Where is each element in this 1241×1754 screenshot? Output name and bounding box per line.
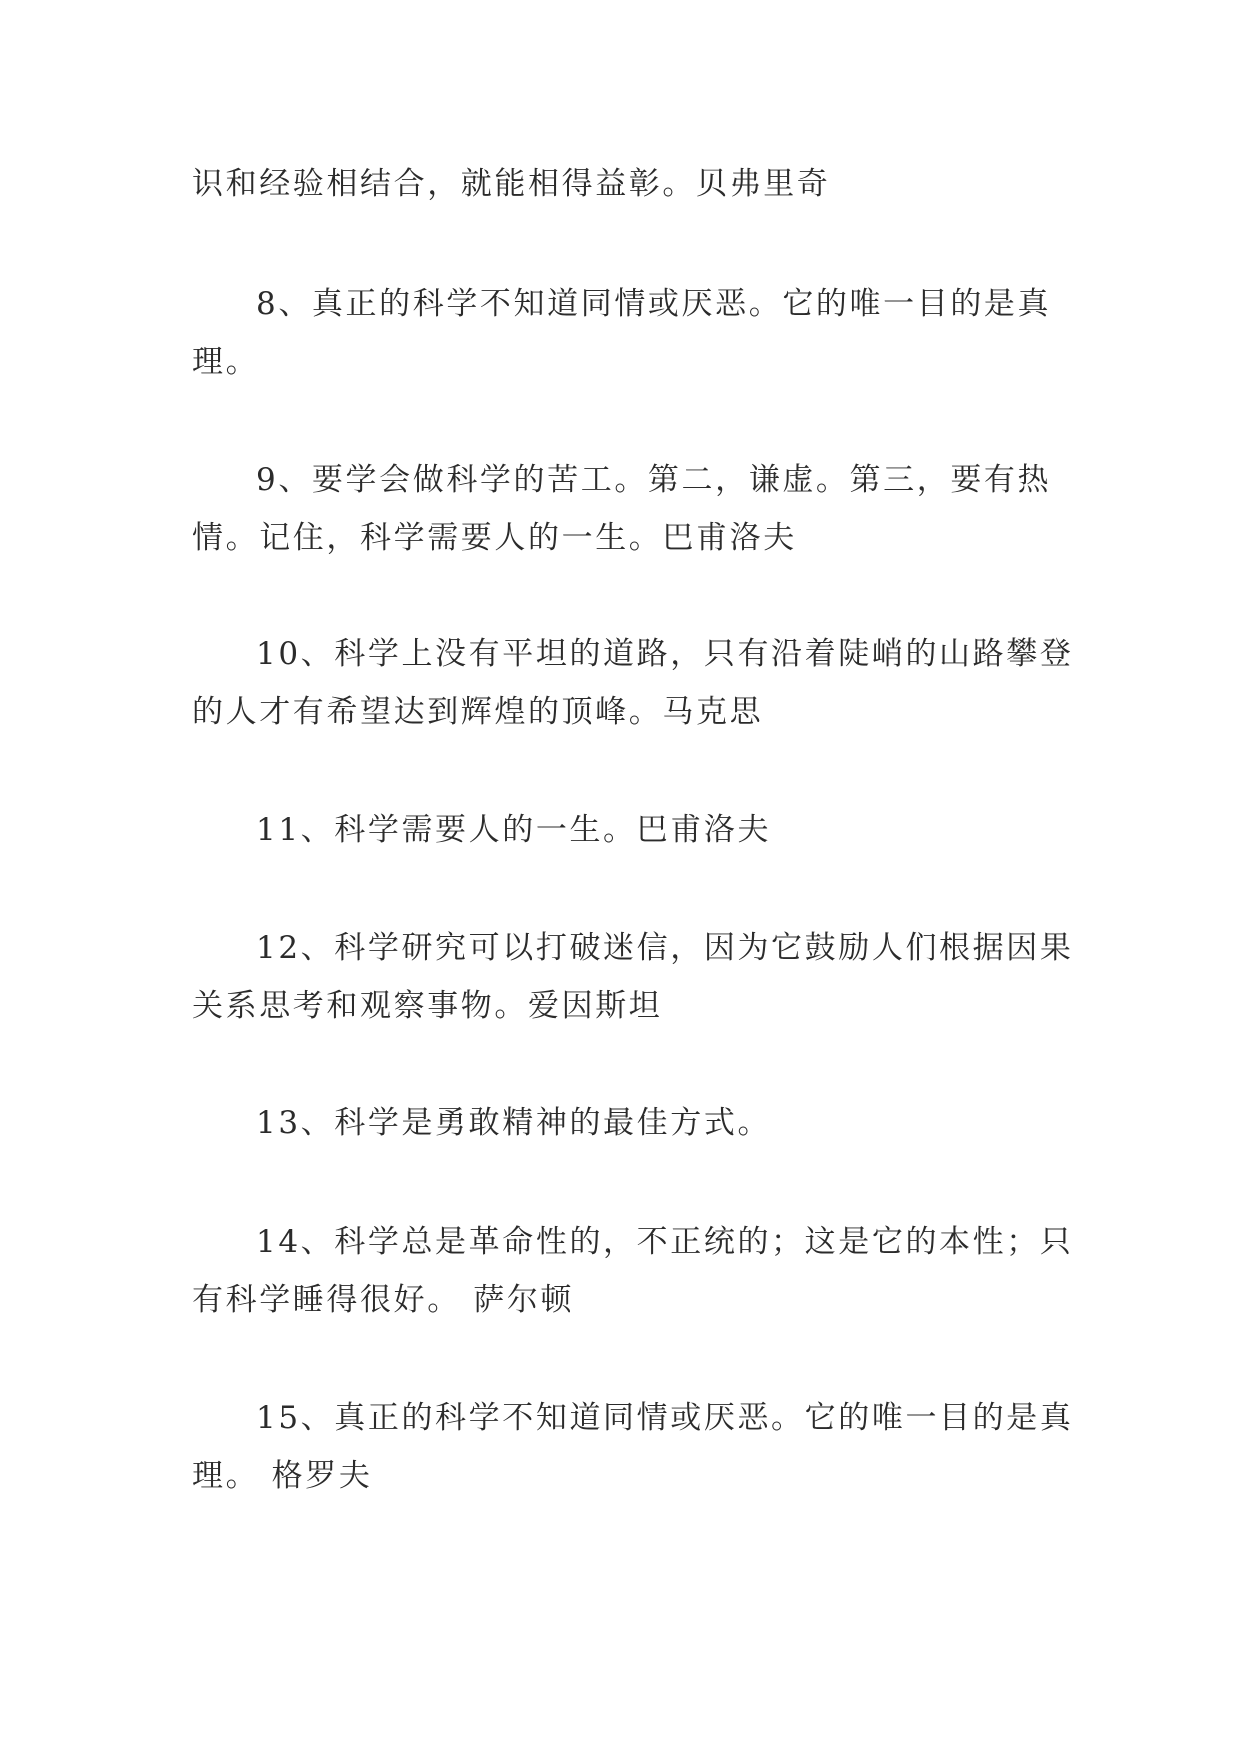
quote-8-line-2: 理。 — [192, 344, 260, 380]
quote-14-line-2: 有科学睡得很好。 萨尔顿 — [192, 1282, 575, 1318]
quote-14-line-1: 14、科学总是革命性的，不正统的；这是它的本性；只 — [256, 1224, 1074, 1260]
quote-8-line-1: 8、真正的科学不知道同情或厌恶。它的唯一目的是真 — [256, 286, 1052, 322]
quote-11-line-1: 11、科学需要人的一生。巴甫洛夫 — [256, 812, 772, 848]
quote-9-line-1: 9、要学会做科学的苦工。第二，谦虚。第三，要有热 — [256, 462, 1052, 498]
quote-10-line-1: 10、科学上没有平坦的道路，只有沿着陡峭的山路攀登 — [256, 636, 1074, 672]
quote-10-line-2: 的人才有希望达到辉煌的顶峰。马克思 — [192, 694, 764, 730]
quote-15-line-1: 15、真正的科学不知道同情或厌恶。它的唯一目的是真 — [256, 1400, 1074, 1436]
quote-12-line-1: 12、科学研究可以打破迷信，因为它鼓励人们根据因果 — [256, 930, 1074, 966]
quote-9-line-2: 情。记住，科学需要人的一生。巴甫洛夫 — [192, 520, 797, 556]
quote-7-continuation: 识和经验相结合，就能相得益彰。贝弗里奇 — [192, 166, 831, 202]
quote-12-line-2: 关系思考和观察事物。爱因斯坦 — [192, 988, 663, 1024]
quote-13-line-1: 13、科学是勇敢精神的最佳方式。 — [256, 1105, 772, 1141]
quote-15-line-2: 理。 格罗夫 — [192, 1458, 373, 1494]
